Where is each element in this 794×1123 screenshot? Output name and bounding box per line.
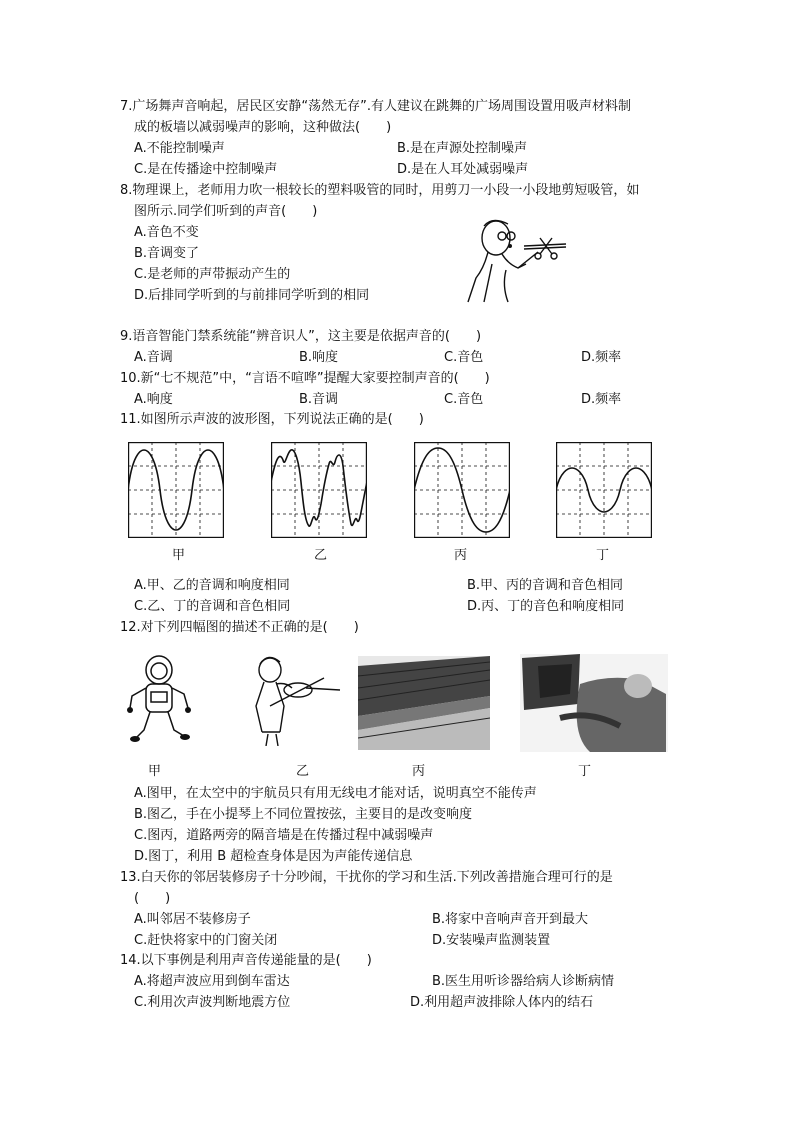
q7-stem-line2: 成的板墙以减弱噪声的影响，这种做法( ) — [134, 120, 392, 135]
q12-option-c: C.图丙，道路两旁的隔音墙是在传播过程中减弱噪声 — [134, 828, 434, 843]
q7-option-a: A.不能控制噪声 — [134, 141, 225, 156]
q14-option-b: B.医生用听诊器给病人诊断病情 — [432, 974, 615, 989]
q7-option-c: C.是在传播途中控制噪声 — [134, 162, 278, 177]
q14-option-d: D.利用超声波排除人体内的结石 — [410, 995, 594, 1010]
waveform-label-yi: 乙 — [314, 548, 328, 563]
teacher-straw-illustration — [462, 208, 572, 308]
q8-stem-line1: 8.物理课上，老师用力吹一根较长的塑料吸管的同时，用剪刀一小段一小段地剪短吸管，如 — [120, 183, 640, 198]
q12-option-d: D.图丁，利用 B 超检查身体是因为声能传递信息 — [134, 849, 413, 864]
q13-option-d: D.安装噪声监测装置 — [432, 933, 551, 948]
q9-option-b: B.响度 — [299, 350, 339, 365]
q8-option-d: D.后排同学听到的与前排同学听到的相同 — [134, 288, 370, 303]
q8-option-c: C.是老师的声带振动产生的 — [134, 267, 291, 282]
q13-option-c: C.赶快将家中的门窗关闭 — [134, 933, 278, 948]
waveform-label-jia: 甲 — [172, 548, 186, 563]
q13-stem-line1: 13.白天你的邻居装修房子十分吵闹，干扰你的学习和生活.下列改善措施合理可行的是 — [120, 870, 613, 885]
b-ultrasound-photo — [520, 654, 668, 756]
q9-stem: 9.语音智能门禁系统能“辨音识人”，这主要是依据声音的( ) — [120, 329, 482, 344]
q12-option-a: A.图甲，在太空中的宇航员只有用无线电才能对话，说明真空不能传声 — [134, 786, 537, 801]
q14-option-a: A.将超声波应用到倒车雷达 — [134, 974, 290, 989]
q10-stem: 10.新“七不规范”中，“言语不喧哗”提醒大家要控制声音的( ) — [120, 371, 490, 386]
sound-barrier-road-photo — [358, 656, 490, 754]
q13-option-b: B.将家中音响声音开到最大 — [432, 912, 589, 927]
q11-option-a: A.甲、乙的音调和响度相同 — [134, 578, 290, 593]
q11-option-b: B.甲、丙的音调和音色相同 — [467, 578, 624, 593]
waveform-label-bing: 丙 — [454, 548, 468, 563]
q11-option-c: C.乙、丁的音调和音色相同 — [134, 599, 291, 614]
q8-option-a: A.音色不变 — [134, 225, 199, 240]
waveform-bing — [414, 442, 510, 538]
q7-option-d: D.是在人耳处减弱噪声 — [397, 162, 529, 177]
q13-option-a: A.叫邻居不装修房子 — [134, 912, 251, 927]
astronaut-illustration — [124, 652, 194, 748]
q10-option-c: C.音色 — [444, 392, 484, 407]
q10-option-b: B.音调 — [299, 392, 339, 407]
q14-option-c: C.利用次声波判断地震方位 — [134, 995, 291, 1010]
q7-option-b: B.是在声源处控制噪声 — [397, 141, 528, 156]
waveform-jia — [128, 442, 224, 538]
picture-label-ding: 丁 — [578, 764, 592, 779]
q13-stem-line2: ( ) — [134, 891, 171, 906]
q12-stem: 12.对下列四幅图的描述不正确的是( ) — [120, 620, 359, 635]
q7-stem-line1: 7.广场舞声音响起，居民区安静“荡然无存”.有人建议在跳舞的广场周围设置用吸声材料制 — [120, 99, 632, 114]
violin-girl-illustration — [240, 652, 344, 750]
q11-option-d: D.丙、丁的音色和响度相同 — [467, 599, 625, 614]
waveform-yi — [271, 442, 367, 538]
waveform-ding — [556, 442, 652, 538]
q8-stem-line2: 图所示.同学们听到的声音( ) — [134, 204, 318, 219]
picture-label-yi: 乙 — [296, 764, 310, 779]
q14-stem: 14.以下事例是利用声音传递能量的是( ) — [120, 953, 372, 968]
q10-option-a: A.响度 — [134, 392, 173, 407]
q9-option-c: C.音色 — [444, 350, 484, 365]
q9-option-d: D.频率 — [581, 350, 622, 365]
q8-option-b: B.音调变了 — [134, 246, 200, 261]
picture-label-jia: 甲 — [148, 764, 162, 779]
q11-stem: 11.如图所示声波的波形图，下列说法正确的是( ) — [120, 412, 424, 427]
q9-option-a: A.音调 — [134, 350, 173, 365]
picture-label-bing: 丙 — [412, 764, 426, 779]
q10-option-d: D.频率 — [581, 392, 622, 407]
q12-option-b: B.图乙，手在小提琴上不同位置按弦，主要目的是改变响度 — [134, 807, 473, 822]
waveform-label-ding: 丁 — [596, 548, 610, 563]
